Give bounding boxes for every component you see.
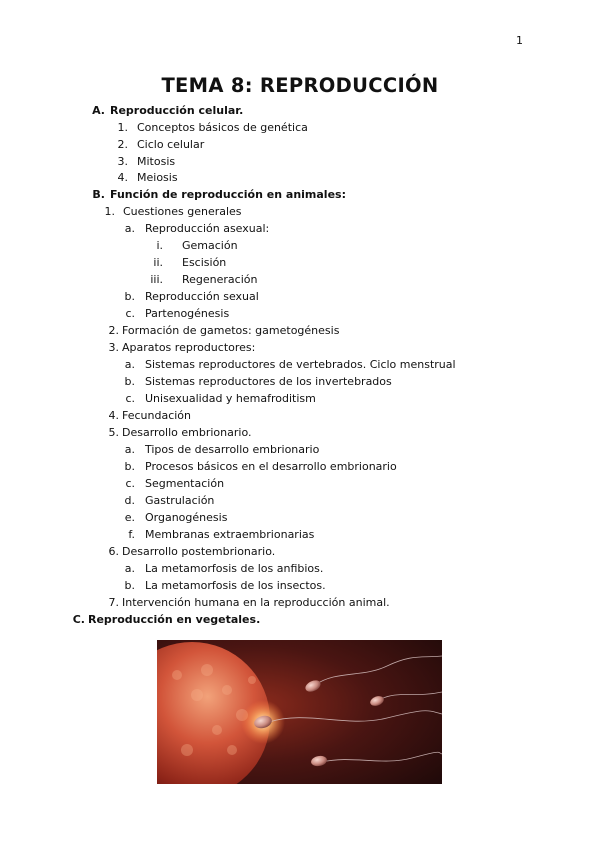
list-marker: 3. — [117, 155, 128, 168]
page-title: TEMA 8: REPRODUCCIÓN — [161, 74, 439, 97]
list-marker: c. — [125, 392, 135, 405]
list-item-text: Escisión — [182, 256, 227, 269]
list-item-text: Formación de gametos: gametogénesis — [122, 324, 340, 337]
list-item — [108, 324, 340, 338]
list-marker: c. — [125, 477, 135, 490]
list-item — [124, 222, 270, 236]
list-item-text: Sistemas reproductores de vertebrados. Ciclo menstrual — [145, 358, 456, 371]
list-item-text: Ciclo celular — [137, 138, 205, 151]
list-item-text: Fecundación — [122, 409, 192, 422]
section-b-marker: B. — [92, 188, 105, 201]
list-item — [108, 341, 256, 355]
list-item-text: Gastrulación — [145, 494, 215, 507]
list-marker: f. — [128, 528, 135, 541]
list-marker: iii. — [150, 273, 163, 286]
list-marker: 2. — [108, 324, 119, 337]
list-item — [125, 392, 316, 406]
list-item — [108, 426, 252, 440]
list-marker: a. — [124, 222, 135, 235]
list-item — [108, 409, 192, 423]
section-a-heading-text: Reproducción celular. — [110, 104, 244, 117]
list-item — [108, 596, 390, 610]
list-item-text: Desarrollo postembrionario. — [122, 545, 276, 558]
list-item-text: Regeneración — [182, 273, 258, 286]
list-item — [117, 155, 176, 169]
list-item — [125, 477, 225, 491]
section-c-heading — [72, 613, 261, 627]
page-number: 1 — [516, 34, 523, 47]
list-item — [117, 171, 178, 185]
list-item-text: La metamorfosis de los anfibios. — [145, 562, 324, 575]
list-item-text: Procesos básicos en el desarrollo embrionario — [145, 460, 397, 473]
list-item-text: Organogénesis — [145, 511, 228, 524]
section-c-marker: C. — [72, 613, 85, 626]
list-marker: 6. — [108, 545, 119, 558]
list-marker: 1. — [117, 121, 128, 134]
list-item-text: Tipos de desarrollo embrionario — [145, 443, 320, 456]
list-item-text: Meiosis — [137, 171, 178, 184]
list-marker: b. — [124, 579, 135, 592]
list-item — [125, 307, 230, 321]
list-marker: 4. — [117, 171, 128, 184]
list-item-text: La metamorfosis de los insectos. — [145, 579, 326, 592]
list-item-text: Segmentación — [145, 477, 225, 490]
list-marker: 3. — [108, 341, 119, 354]
list-item — [124, 290, 259, 304]
list-item-text: Gemación — [182, 239, 238, 252]
list-item-text: Mitosis — [137, 155, 176, 168]
section-b-heading — [92, 188, 346, 202]
list-item-text: Cuestiones generales — [123, 205, 242, 218]
list-item-text: Desarrollo embrionario. — [122, 426, 252, 439]
list-item — [124, 358, 456, 372]
list-marker: b. — [124, 290, 135, 303]
list-item — [117, 138, 205, 152]
list-marker: i. — [156, 239, 163, 252]
list-item — [117, 121, 308, 135]
list-item-text: Aparatos reproductores: — [122, 341, 256, 354]
section-a-marker: A. — [92, 104, 105, 117]
list-marker: c. — [125, 307, 135, 320]
list-marker: a. — [124, 358, 135, 371]
list-item — [124, 375, 392, 389]
list-marker: b. — [124, 460, 135, 473]
list-marker: 7. — [108, 596, 119, 609]
list-item — [124, 443, 320, 457]
list-item — [150, 273, 258, 287]
list-item-text: Reproducción sexual — [145, 290, 259, 303]
list-item — [124, 562, 324, 576]
list-item-text: Membranas extraembrionarias — [145, 528, 315, 541]
list-marker: ii. — [153, 256, 163, 269]
list-item-text: Unisexualidad y hemafroditism — [145, 392, 316, 405]
list-item — [124, 579, 326, 593]
list-item-text: Intervención humana en la reproducción animal. — [122, 596, 390, 609]
list-item — [104, 205, 242, 219]
section-b-heading-text: Función de reproducción en animales: — [110, 188, 346, 201]
list-item — [124, 494, 215, 508]
list-item — [156, 239, 238, 253]
section-c-heading-text: Reproducción en vegetales. — [88, 613, 261, 626]
list-marker: d. — [124, 494, 135, 507]
section-a-heading — [92, 104, 244, 118]
list-item — [108, 545, 276, 559]
list-marker: b. — [124, 375, 135, 388]
list-item — [128, 528, 315, 542]
list-item — [124, 511, 228, 525]
list-item — [153, 256, 227, 270]
list-marker: 2. — [117, 138, 128, 151]
list-marker: 4. — [108, 409, 119, 422]
fertilization-illustration — [157, 640, 442, 784]
list-item — [124, 460, 397, 474]
list-marker: 5. — [108, 426, 119, 439]
list-marker: 1. — [104, 205, 115, 218]
list-item-text: Sistemas reproductores de los invertebrados — [145, 375, 392, 388]
list-item-text: Partenogénesis — [145, 307, 230, 320]
list-marker: a. — [124, 562, 135, 575]
list-marker: a. — [124, 443, 135, 456]
list-item-text: Conceptos básicos de genética — [137, 121, 308, 134]
list-marker: e. — [124, 511, 135, 524]
list-item-text: Reproducción asexual: — [145, 222, 270, 235]
